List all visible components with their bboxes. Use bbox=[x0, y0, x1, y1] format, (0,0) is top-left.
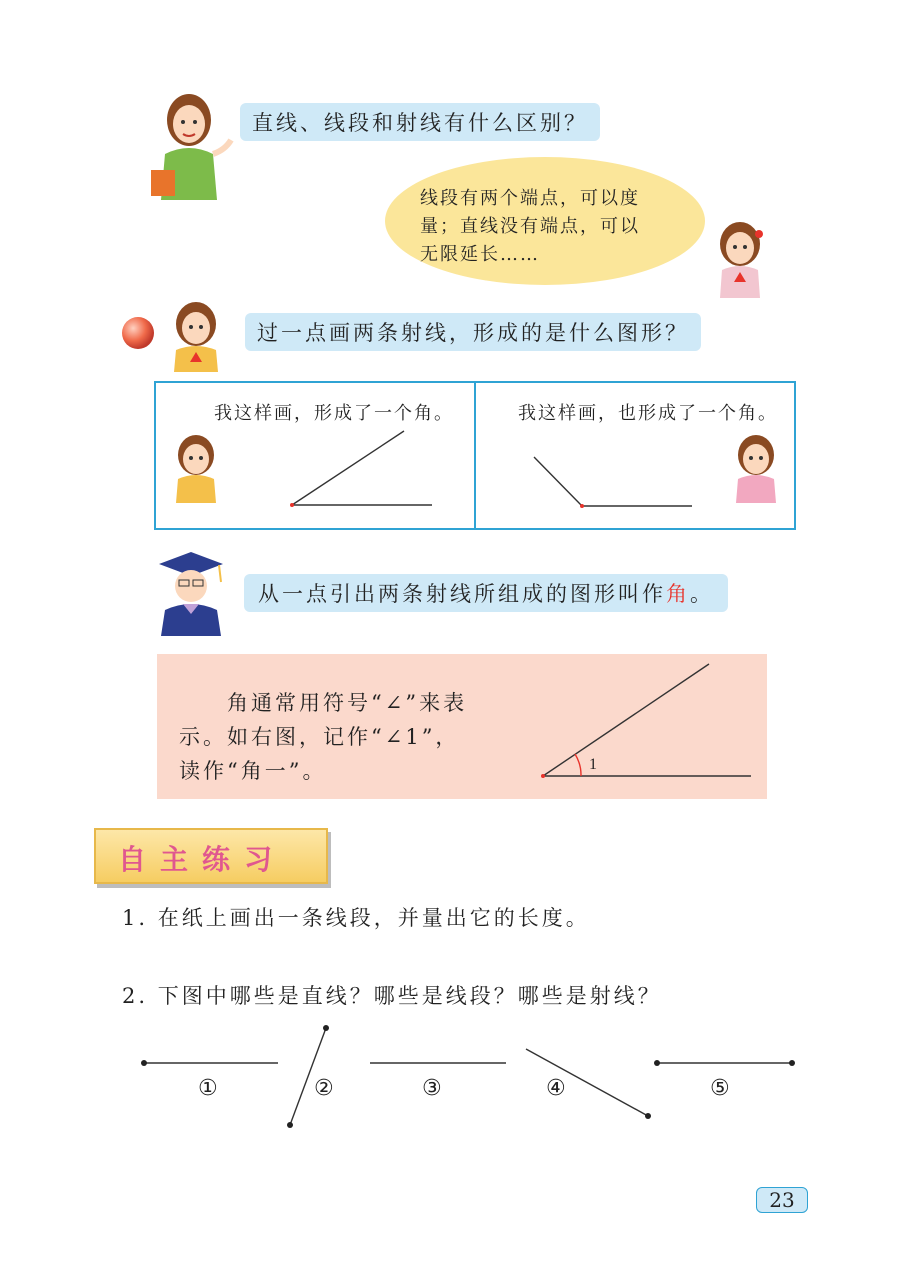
angle-one-figure bbox=[537, 658, 757, 786]
left-angle-panel bbox=[154, 381, 476, 530]
definition-keyword: 角 bbox=[666, 582, 690, 606]
prompt-question-bubble bbox=[245, 313, 701, 351]
red-ball-icon bbox=[120, 315, 156, 351]
teacher-question-bubble bbox=[240, 103, 600, 141]
definition-bubble bbox=[244, 574, 728, 612]
definition-prefix: 从一点引出两条射线所组成的图形叫作 bbox=[258, 582, 666, 606]
figure-label-4: ④ bbox=[546, 1076, 566, 1101]
left-panel-caption: 我这样画，形成了一个角。 bbox=[214, 403, 454, 424]
figure-label-5: ⑤ bbox=[710, 1076, 730, 1101]
notation-line: 示。如右图，记作“∠1”， bbox=[179, 725, 460, 749]
scholar-illustration bbox=[155, 550, 227, 636]
figure-5 bbox=[654, 1060, 795, 1066]
notation-text bbox=[179, 686, 467, 788]
angle-label: 1 bbox=[589, 756, 597, 773]
right-angle-figure bbox=[528, 451, 698, 511]
notation-line: 角通常用符号“∠”来表 bbox=[227, 691, 468, 715]
definition-suffix: 。 bbox=[690, 582, 714, 606]
teacher-question-text: 直线、线段和射线有什么区别？ bbox=[252, 111, 588, 135]
answer-line: 线段有两个端点，可以度 bbox=[420, 188, 640, 209]
page-number: 23 bbox=[756, 1187, 808, 1213]
figure-4 bbox=[526, 1049, 651, 1119]
girl-illustration bbox=[704, 220, 774, 300]
figure-label-2: ② bbox=[314, 1076, 334, 1101]
girl-illustration bbox=[166, 433, 226, 505]
lines-figure bbox=[130, 1015, 810, 1135]
right-angle-panel bbox=[474, 381, 796, 530]
prompt-question-text: 过一点画两条射线，形成的是什么图形？ bbox=[257, 321, 689, 345]
figure-label-3: ③ bbox=[422, 1076, 442, 1101]
figure-1 bbox=[141, 1060, 278, 1066]
girl-illustration bbox=[160, 300, 235, 372]
notation-line: 读作“角一”。 bbox=[179, 759, 327, 783]
section-title-box bbox=[94, 828, 328, 884]
section-title: 自主练习 bbox=[118, 843, 287, 876]
figure-label-1: ① bbox=[198, 1076, 218, 1101]
answer-line: 无限延长…… bbox=[420, 244, 540, 265]
exercise-2: 2. 下图中哪些是直线？哪些是线段？哪些是射线？ bbox=[122, 984, 662, 1008]
teacher-illustration bbox=[145, 92, 235, 202]
answer-line: 量；直线没有端点，可以 bbox=[420, 216, 640, 237]
girl-illustration bbox=[726, 433, 786, 505]
notation-box bbox=[157, 654, 767, 799]
left-angle-figure bbox=[284, 427, 444, 509]
right-panel-caption: 我这样画，也形成了一个角。 bbox=[518, 403, 778, 424]
exercise-1: 1. 在纸上画出一条线段，并量出它的长度。 bbox=[122, 906, 590, 930]
girl-answer-text bbox=[420, 185, 640, 269]
